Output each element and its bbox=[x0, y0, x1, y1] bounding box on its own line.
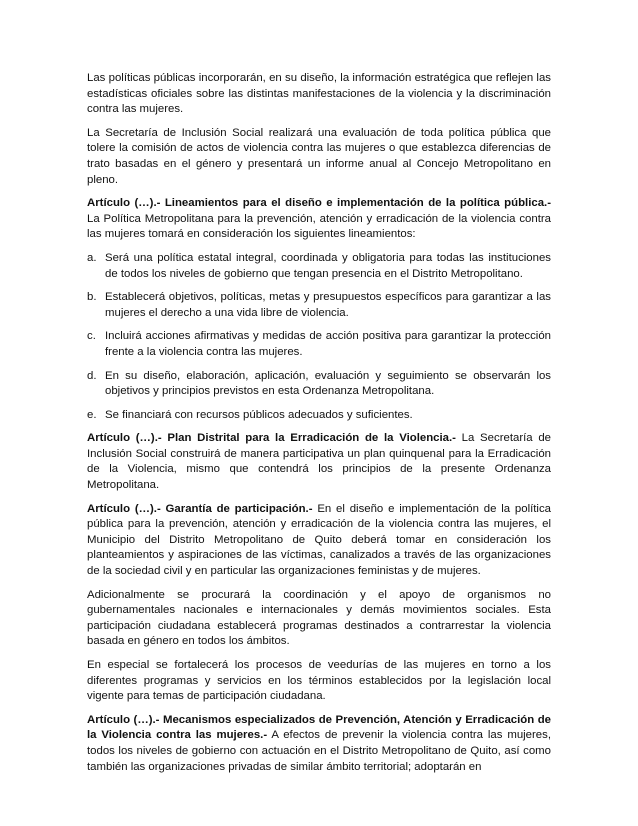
list-item-label: e. bbox=[87, 408, 97, 421]
article-mechanisms-body: A efectos de prevenir la violencia contra las mujeres, todos los niveles de gobierno con actuación en el Distrito Metropolitano de Quito, así como también las organizaciones privadas de similar ámbito territorial; adoptarán en bbox=[87, 729, 552, 773]
article-participation bbox=[87, 502, 551, 580]
paragraph-oversight: En especial se fortalecerá los procesos de veedurías de las mujeres en torno a los diferentes programas y servicios en los términos establecidos por la legislación local vigente para temas de participación ciudadana. bbox=[87, 659, 551, 703]
list-item-text: Establecerá objetivos, políticas, metas y presupuestos específicos para garantizar a las mujeres el derecho a una vida libre de violencia. bbox=[105, 291, 551, 319]
list-item-label: c. bbox=[87, 330, 96, 343]
article-guidelines bbox=[87, 196, 551, 243]
article-participation-body: En el diseño e implementación de la política pública para la prevención, atención y erradicación de la violencia contra las mujeres, el Municipio del Distrito Metropolitano de Quito deberá tomar en consideración los planteamientos y aspiraciones de las víctimas, canalizados a través de las organizaciones de la sociedad civil y en particular las organizaciones feministas y de mujeres. bbox=[87, 502, 551, 578]
article-mechanisms-title: Artículo (…).- Mecanismos especializados de Prevención, Atención y Erradicación de la Violencia contra las mujeres.- bbox=[87, 713, 551, 742]
list-item-text: Incluirá acciones afirmativas y medidas de acción positiva para garantizar la protección frente a la violencia contra las mujeres. bbox=[105, 330, 551, 358]
list-item-label: b. bbox=[87, 291, 97, 304]
article-mechanisms bbox=[87, 713, 551, 775]
paragraph-coordination: Adicionalmente se procurará la coordinación y el apoyo de organismos no gubernamentales nacionales e internacionales y demás movimientos sociales. Esta participación ciudadana establecerá programas destinados a contrarrestar la violencia basada en género en todos los ámbitos. bbox=[87, 588, 551, 648]
list-item-label: a. bbox=[87, 251, 97, 264]
list-item-text: Será una política estatal integral, coordinada y obligatoria para todas las instituciones de todos los niveles de gobierno que tengan presencia en el Distrito Metropolitano. bbox=[105, 251, 551, 280]
list-item-b bbox=[87, 290, 551, 321]
article-district-plan-body: La Secretaría de Inclusión Social construirá de manera participativa un plan quinquenal para la Erradicación de la Violencia, mismo que contendrá los principios de la presente Ordenanza Metropolitana. bbox=[87, 432, 551, 492]
list-item-d bbox=[87, 369, 551, 400]
article-guidelines-title: Artículo (…).- Lineamientos para el diseño e implementación de la política pública.- bbox=[87, 197, 551, 210]
list-item-e bbox=[87, 408, 551, 424]
list-item-text: Se financiará con recursos públicos adecuados y suficientes. bbox=[105, 408, 413, 421]
list-item-a bbox=[87, 251, 551, 282]
list-item-text: En su diseño, elaboración, aplicación, evaluación y seguimiento se observarán los objetivos y principios previstos en esta Ordenanza Metropolitana. bbox=[105, 369, 551, 398]
article-guidelines-body: La Política Metropolitana para la prevención, atención y erradicación de la violencia contra las mujeres tomará en consideración los siguientes lineamientos: bbox=[87, 212, 551, 241]
document-page bbox=[87, 71, 551, 783]
paragraph-statistics: Las políticas públicas incorporarán, en su diseño, la información estratégica que reflejen las estadísticas oficiales sobre las distintas manifestaciones de la violencia y la discriminación contra las mujeres. bbox=[87, 72, 551, 116]
article-district-plan-title: Artículo (…).- Plan Distrital para la Erradicación de la Violencia.- bbox=[87, 432, 456, 445]
list-item-c bbox=[87, 329, 551, 360]
paragraph-evaluation: La Secretaría de Inclusión Social realizará una evaluación de toda política pública que tolere la comisión de actos de violencia contra las mujeres o que establezca diferencias de trato basadas en el género y presentará un informe anual al Concejo Metropolitano en pleno. bbox=[87, 126, 551, 186]
list-item-label: d. bbox=[87, 369, 97, 382]
article-district-plan bbox=[87, 431, 551, 493]
article-participation-title: Artículo (…).- Garantía de participación.- bbox=[87, 502, 313, 515]
